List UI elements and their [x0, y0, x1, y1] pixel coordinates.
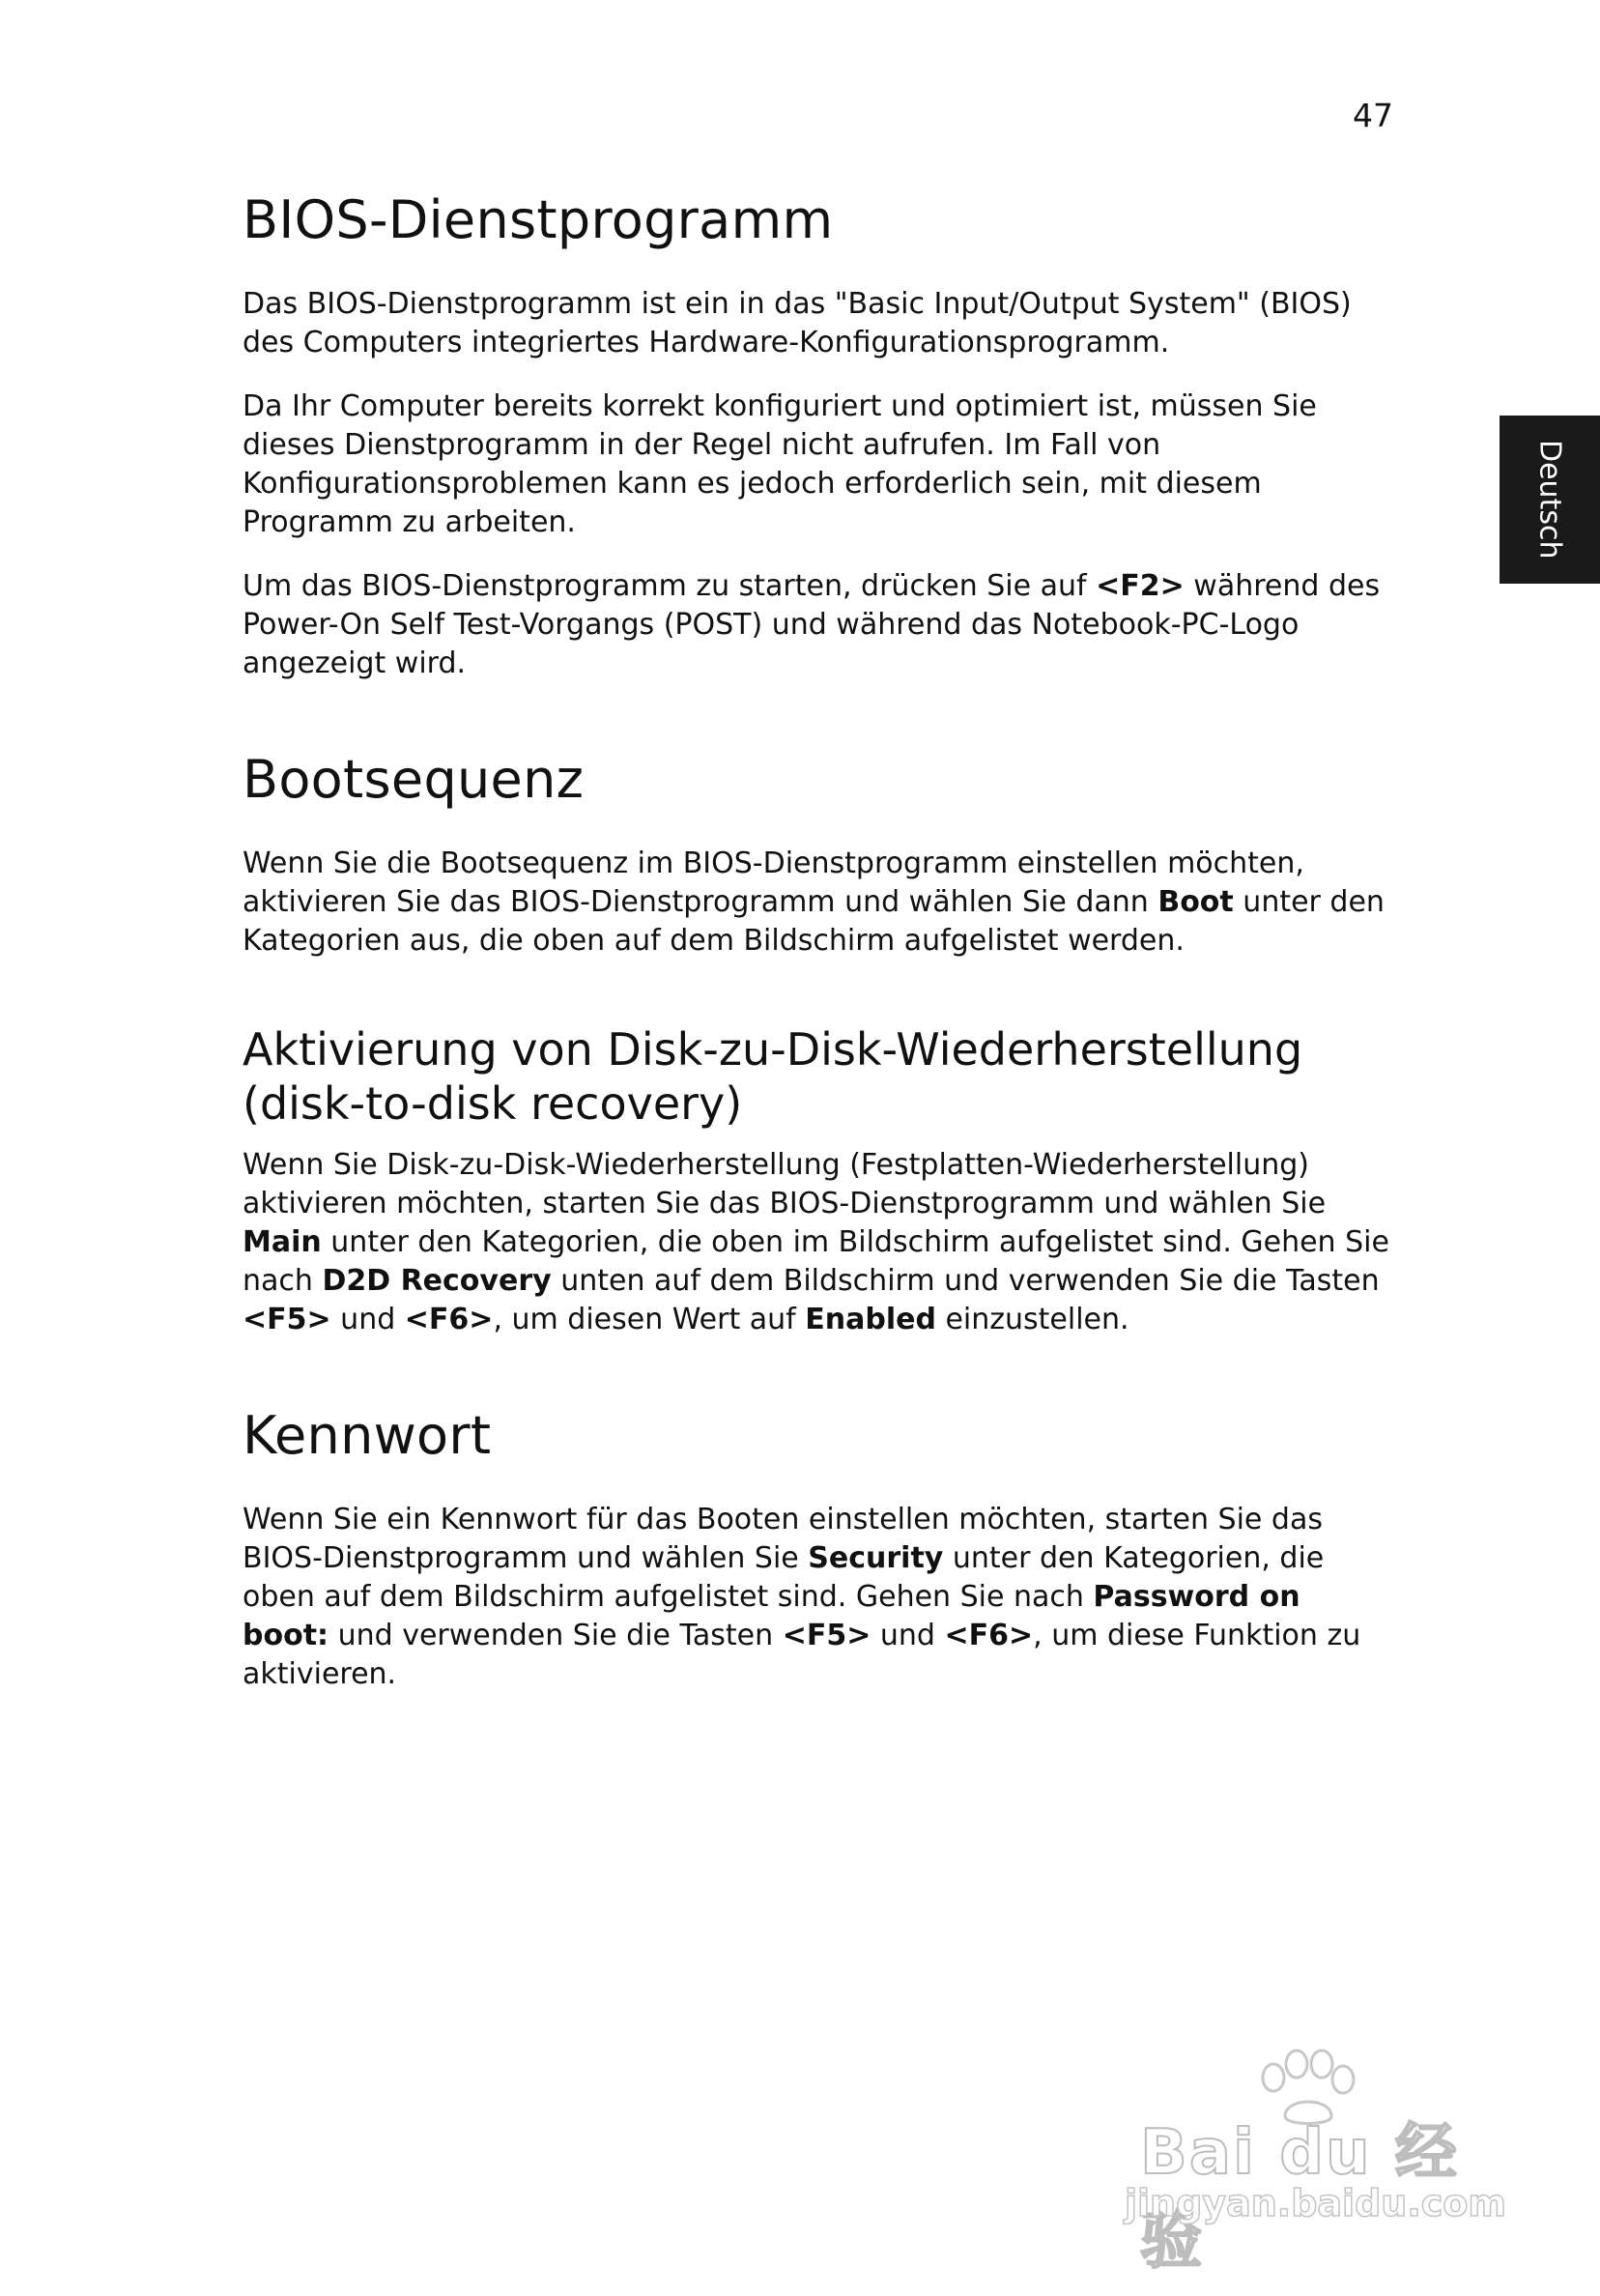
heading-d2d: Aktivierung von Disk-zu-Disk-Wiederherstellung (disk-to-disk recovery): [243, 1023, 1303, 1130]
baidu-watermark: [1111, 2049, 1517, 2278]
watermark-url: jingyan.baidu.com: [1125, 2182, 1506, 2224]
section-d2d: [243, 1022, 1392, 1339]
heading-password: Kennwort: [243, 1405, 492, 1466]
text-run: Wenn Sie die Bootsequenz im BIOS-Dienstprogramm einstellen möchten, aktivieren Sie das BIOS-Dienstprogramm und wählen Sie dann: [243, 847, 1304, 919]
term-boot: Boot: [1157, 885, 1234, 919]
language-tab-label: Deutsch: [1532, 440, 1567, 560]
boot-paragraph: [243, 845, 1392, 961]
bios-paragraph-3: [243, 567, 1392, 683]
text-run: , um diesen Wert auf: [493, 1303, 806, 1336]
key-f6: <F6>: [944, 1619, 1034, 1652]
text-run: unter den Kategorien, die oben im Bildschirm aufgelistet sind. Gehen Sie nach: [243, 1225, 1389, 1298]
key-f5: <F5>: [243, 1303, 331, 1336]
text-run: während des Power-On Self Test-Vorgangs (POST) und während das Notebook-PC-Logo angezeigt wird.: [243, 569, 1381, 680]
page-number: 47: [1353, 97, 1393, 134]
section-boot: [243, 749, 1392, 961]
bios-paragraph-1: Das BIOS-Dienstprogramm ist ein in das "Basic Input/Output System" (BIOS) des Computers integriertes Hardware-Konfigurationsprogramm.: [243, 287, 1352, 359]
page-content: [243, 189, 1392, 1719]
term-d2d-recovery: D2D Recovery: [322, 1264, 552, 1298]
text-run: und: [871, 1619, 945, 1652]
section-bios: [243, 189, 1392, 683]
password-paragraph: [243, 1501, 1392, 1694]
heading-boot: Bootsequenz: [243, 749, 585, 810]
text-run: Um das BIOS-Dienstprogramm zu starten, drücken Sie auf: [243, 569, 1097, 603]
text-run: und verwenden Sie die Tasten: [329, 1619, 783, 1652]
text-run: unter den Kategorien, die oben auf dem Bildschirm aufgelistet sind. Gehen Sie nach: [243, 1541, 1325, 1614]
term-main: Main: [243, 1225, 322, 1259]
language-tab: [1500, 416, 1600, 584]
term-security: Security: [808, 1541, 944, 1575]
text-run: Wenn Sie ein Kennwort für das Booten einstellen möchten, starten Sie das BIOS-Dienstprogramm und wählen Sie: [243, 1503, 1323, 1575]
text-run: , um diese Funktion zu aktivieren.: [243, 1619, 1361, 1691]
key-f6: <F6>: [404, 1303, 494, 1336]
term-enabled: Enabled: [805, 1303, 936, 1336]
key-f2: <F2>: [1096, 569, 1185, 603]
heading-bios: BIOS-Dienstprogramm: [243, 189, 834, 250]
bios-paragraph-2: Da Ihr Computer bereits korrekt konfiguriert und optimiert ist, müssen Sie dieses Dienstprogramm in der Regel nicht aufrufen. Im Fall von Konfigurationsproblemen kann es jedoch erforderlich sein, mit diesem Programm zu arbeiten.: [243, 389, 1317, 539]
text-run: Wenn Sie Disk-zu-Disk-Wiederherstellung (Festplatten-Wiederherstellung) aktivieren möchten, starten Sie das BIOS-Dienstprogramm und wählen Sie: [243, 1148, 1327, 1220]
text-run: unten auf dem Bildschirm und verwenden Sie die Tasten: [551, 1264, 1380, 1298]
text-run: und: [330, 1303, 405, 1336]
section-password: [243, 1405, 1392, 1694]
term-password-on-boot: Password on boot:: [243, 1580, 1300, 1652]
watermark-brand: Bai du 经验: [1140, 2117, 1459, 2278]
d2d-paragraph: [243, 1146, 1392, 1339]
key-f5: <F5>: [782, 1619, 871, 1652]
text-run: unter den Kategorien aus, die oben auf dem Bildschirm aufgelistet werden.: [243, 885, 1385, 958]
text-run: einzustellen.: [935, 1303, 1129, 1336]
